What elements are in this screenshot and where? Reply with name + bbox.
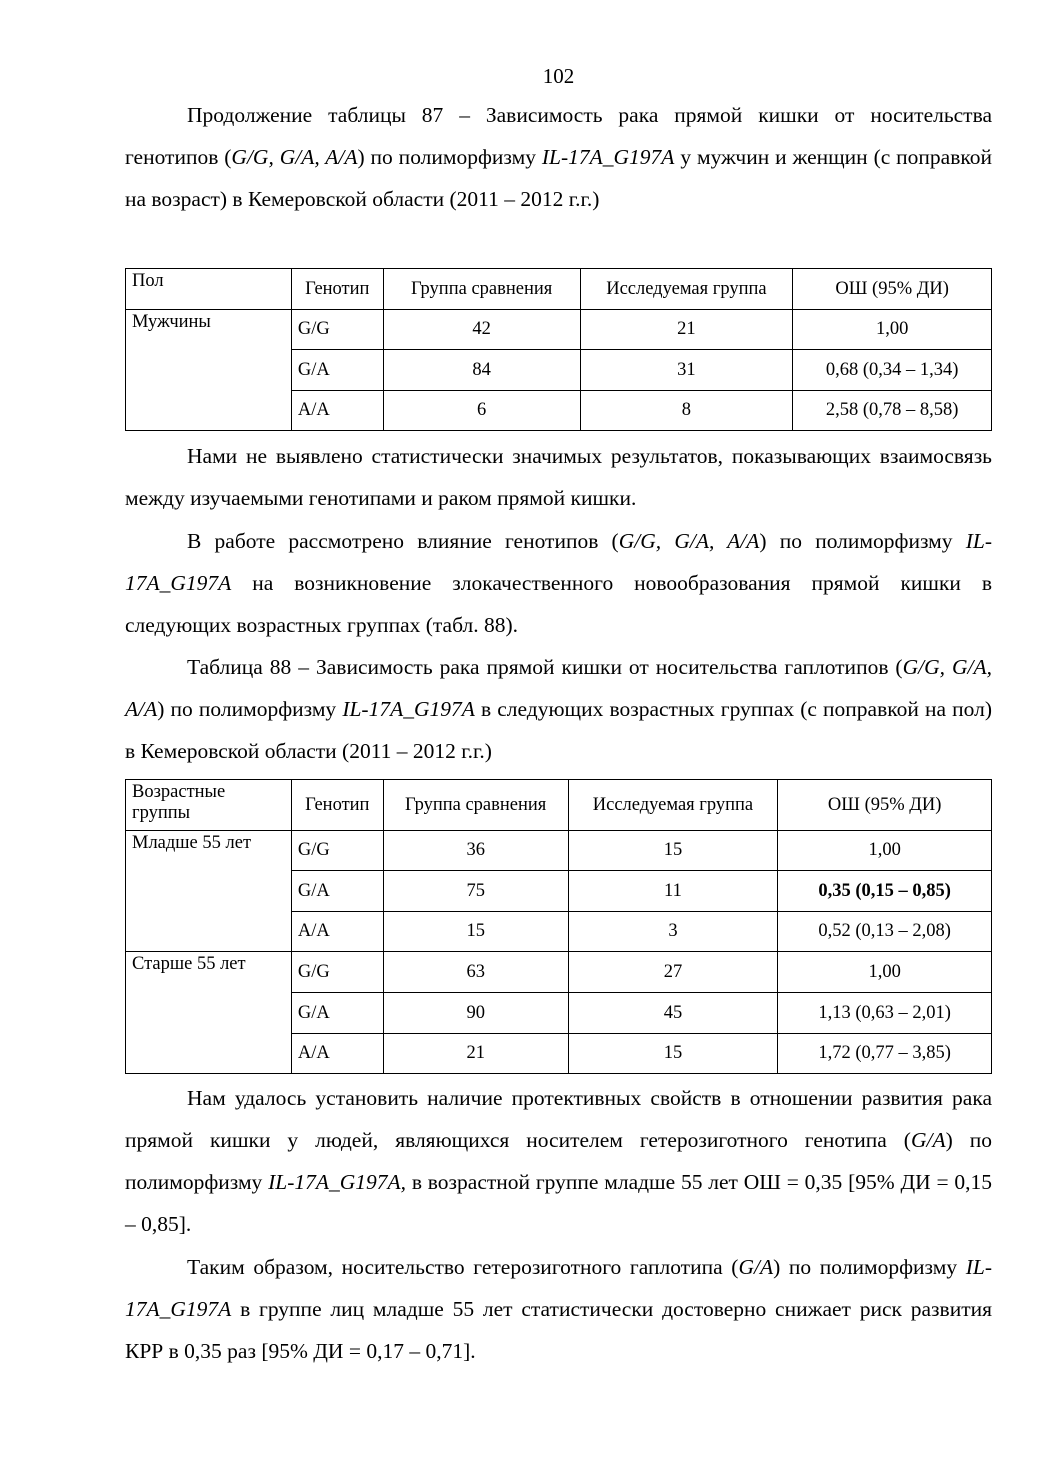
table-row (126, 952, 992, 993)
or-cell: 1,13 (0,63 – 2,01) (778, 993, 992, 1034)
header-cell: Группа сравнения (383, 780, 568, 831)
table88-caption: Таблица 88 – Зависимость рака прямой кишки от носительства гаплотипов (G/G, G/A, A/A) по полиморфизму IL-17A_G197A в следующих возрастных группах (с поправкой на пол) в Кемеровской области (2011 – 2012 г.г.) (125, 655, 992, 763)
genotype-cell: G/G (291, 831, 383, 871)
or-cell: 0,52 (0,13 – 2,08) (778, 912, 992, 952)
genotype-cell: A/A (291, 912, 383, 952)
value-cell: 31 (580, 350, 793, 391)
group-cell: Мужчины (126, 310, 292, 431)
value-cell: 3 (568, 912, 778, 952)
value-cell: 21 (580, 310, 793, 350)
value-cell: 6 (383, 391, 580, 431)
table-header-row (126, 269, 992, 310)
table87-caption: Продолжение таблицы 87 – Зависимость рака прямой кишки от носительства генотипов (G/G, G/A, A/A) по полиморфизму IL-17A_G197A у мужчин и женщин (с поправкой на возраст) в Кемеровской области (2011 – 2012 г.г.) (125, 103, 992, 211)
or-cell: 2,58 (0,78 – 8,58) (793, 391, 992, 431)
header-cell: Возрастные группы (126, 780, 292, 831)
genotype-cell: A/A (291, 1034, 383, 1074)
group-cell: Младше 55 лет (126, 831, 292, 952)
table-row (126, 310, 992, 350)
genotype-cell: G/G (291, 952, 383, 993)
paragraph-conclusion: Таким образом, носительство гетерозиготного гаплотипа (G/A) по полиморфизму IL-17A_G197A в группе лиц младше 55 лет статистически достоверно снижает риск развития КРР в 0,35 раз [95% ДИ = 0,17 – 0,71]. (125, 1255, 992, 1363)
paragraph-protective: Нам удалось установить наличие протективных свойств в отношении развития рака прямой кишки у людей, являющихся носителем гетерозиготного генотипа (G/A) по полиморфизму IL-17A_G197A, в возрастной группе младше 55 лет ОШ = 0,35 [95% ДИ = 0,15 – 0,85]. (125, 1086, 992, 1236)
or-cell: 1,72 (0,77 – 3,85) (778, 1034, 992, 1074)
value-cell: 75 (383, 871, 568, 912)
value-cell: 63 (383, 952, 568, 993)
or-cell: 1,00 (793, 310, 992, 350)
header-cell: Группа сравнения (383, 269, 580, 310)
or-cell: 0,68 (0,34 – 1,34) (793, 350, 992, 391)
header-cell: Исследуемая группа (568, 780, 778, 831)
value-cell: 45 (568, 993, 778, 1034)
value-cell: 11 (568, 871, 778, 912)
header-cell: Исследуемая группа (580, 269, 793, 310)
genotype-cell: G/A (291, 871, 383, 912)
table-87 (125, 268, 992, 431)
value-cell: 15 (383, 912, 568, 952)
table-header-row (126, 780, 992, 831)
value-cell: 84 (383, 350, 580, 391)
value-cell: 21 (383, 1034, 568, 1074)
value-cell: 42 (383, 310, 580, 350)
table-88 (125, 779, 992, 1074)
page-number: 102 (542, 64, 575, 88)
table-row (126, 831, 992, 871)
header-cell: Генотип (291, 780, 383, 831)
group-cell: Старше 55 лет (126, 952, 292, 1074)
value-cell: 90 (383, 993, 568, 1034)
value-cell: 36 (383, 831, 568, 871)
or-cell: 1,00 (778, 831, 992, 871)
genotype-cell: G/G (291, 310, 383, 350)
genotype-cell: G/A (291, 993, 383, 1034)
header-cell: ОШ (95% ДИ) (778, 780, 992, 831)
header-cell: Генотип (291, 269, 383, 310)
header-cell: ОШ (95% ДИ) (793, 269, 992, 310)
header-cell: Пол (126, 269, 292, 310)
genotype-cell: G/A (291, 350, 383, 391)
or-cell-significant: 0,35 (0,15 – 0,85) (778, 871, 992, 912)
value-cell: 27 (568, 952, 778, 993)
value-cell: 15 (568, 831, 778, 871)
genotype-cell: A/A (291, 391, 383, 431)
paragraph-method: В работе рассмотрено влияние генотипов (G/G, G/A, A/A) по полиморфизму IL-17A_G197A на возникновение злокачественного новообразования прямой кишки в следующих возрастных группах (табл. 88). (125, 529, 992, 637)
value-cell: 8 (580, 391, 793, 431)
or-cell: 1,00 (778, 952, 992, 993)
paragraph-results: Нами не выявлено статистически значимых результатов, показывающих взаимосвязь между изучаемыми генотипами и раком прямой кишки. (125, 444, 992, 510)
value-cell: 15 (568, 1034, 778, 1074)
